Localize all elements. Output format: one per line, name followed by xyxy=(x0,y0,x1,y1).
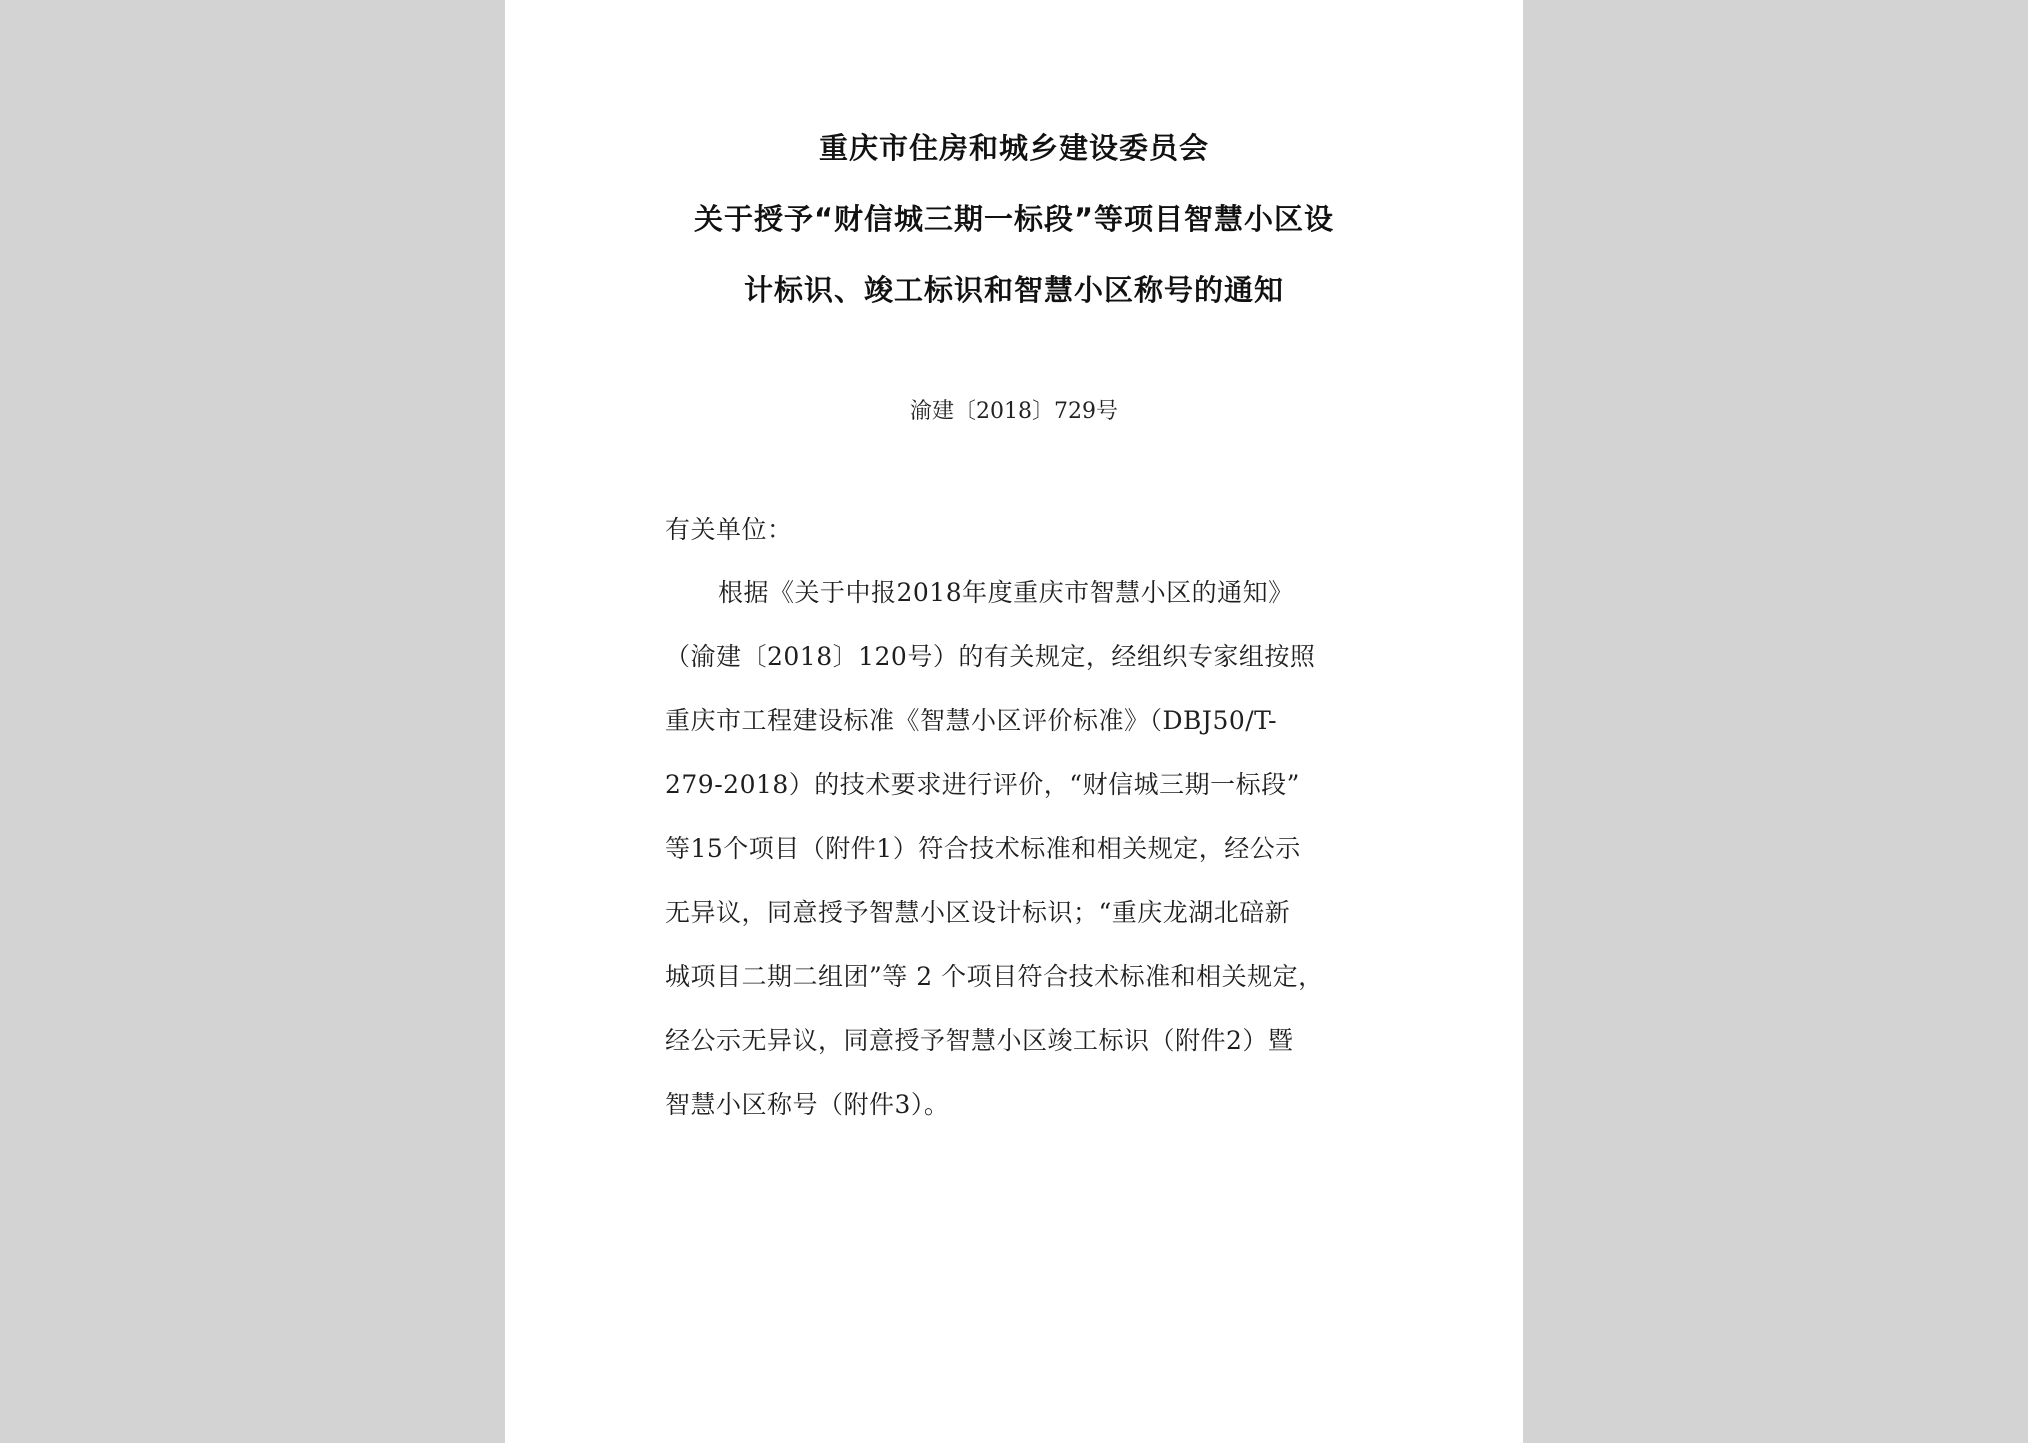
title-line-2: 关于授予“财信城三期一标段”等项目智慧小区设 xyxy=(693,202,1335,236)
document-number: 渝建〔2018〕729号 xyxy=(910,399,1118,424)
title-line-1: 重庆市住房和城乡建设委员会 xyxy=(818,131,1209,165)
body-line-5: 等15个项目（附件1）符合技术标准和相关规定，经公示 xyxy=(665,834,1301,863)
salutation: 有关单位： xyxy=(665,515,793,544)
body-line-2: （渝建〔2018〕120号）的有关规定，经组织专家组按照 xyxy=(665,642,1316,671)
document-page xyxy=(505,0,1523,1443)
title-line-3: 计标识、竣工标识和智慧小区称号的通知 xyxy=(743,273,1284,307)
body-line-3: 重庆市工程建设标准《智慧小区评价标准》（DBJ50/T- xyxy=(665,706,1278,735)
body-line-7: 城项目二期二组团”等 2 个项目符合技术标准和相关规定， xyxy=(665,962,1324,991)
body-line-4: 279-2018）的技术要求进行评价，“财信城三期一标段” xyxy=(665,770,1300,799)
body-line-8: 经公示无异议，同意授予智慧小区竣工标识（附件2）暨 xyxy=(665,1026,1294,1055)
body-line-9: 智慧小区称号（附件3）。 xyxy=(665,1090,950,1119)
body-line-6: 无异议，同意授予智慧小区设计标识；“重庆龙湖北碚新 xyxy=(665,898,1291,927)
body-line-1: 根据《关于中报2018年度重庆市智慧小区的通知》 xyxy=(718,578,1294,607)
